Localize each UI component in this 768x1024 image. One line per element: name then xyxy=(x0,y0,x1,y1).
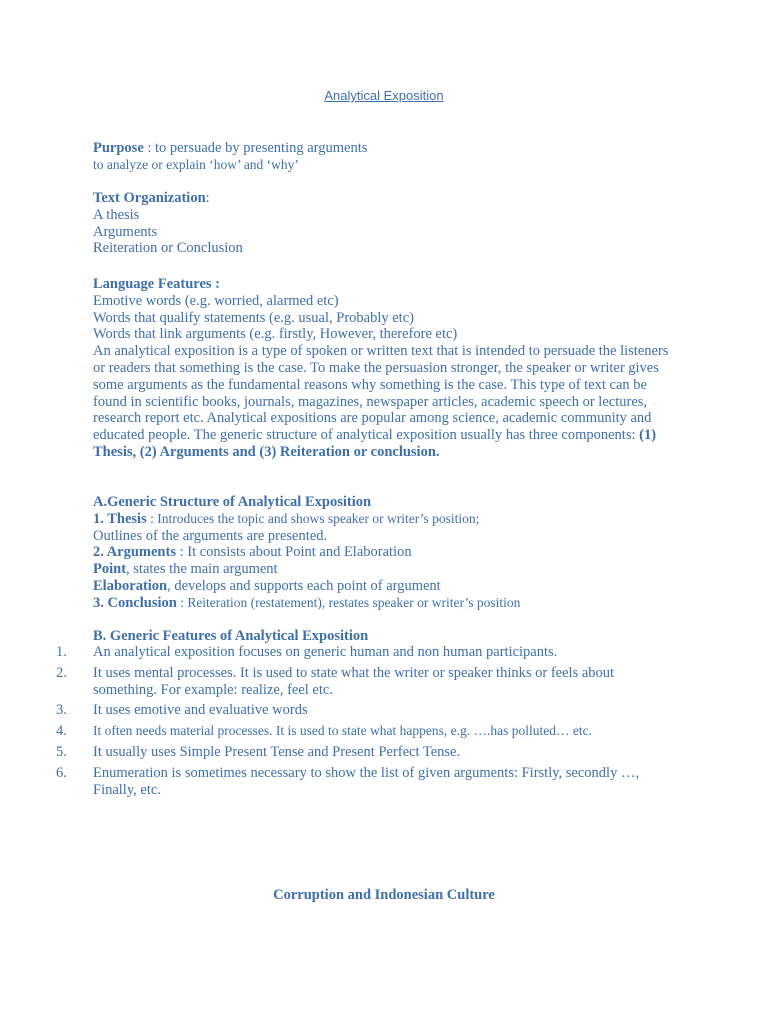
organization-label: Text Organization xyxy=(93,190,206,206)
purpose-section xyxy=(93,140,673,174)
list-item xyxy=(0,744,700,761)
arguments-label: 2. Arguments xyxy=(93,544,176,561)
point-label: Point xyxy=(93,561,127,578)
list-item-number: 1. xyxy=(56,644,67,660)
structure-thesis xyxy=(93,511,673,528)
thesis-label: 1. Thesis xyxy=(93,510,147,527)
list-item-text: It uses mental processes. It is used to state what the writer or speaker thinks or feels about something. For example: realize, feel etc. xyxy=(93,664,615,698)
conclusion-text: : Reiteration (restatement), restates speaker or writer’s position xyxy=(176,594,521,610)
list-item-text: It uses emotive and evaluative words xyxy=(93,702,308,719)
list-item-text: An analytical exposition focuses on generic human and non human participants. xyxy=(93,644,558,660)
paragraph-bold-text: (1) Thesis, (2) Arguments and (3) Reiteration or conclusion. xyxy=(93,427,657,460)
purpose-line xyxy=(93,140,673,157)
organization-heading xyxy=(93,190,673,207)
language-item: Words that qualify statements (e.g. usual, Probably etc) xyxy=(93,309,414,326)
list-item xyxy=(0,765,700,799)
purpose-label: Purpose xyxy=(93,140,144,156)
organization-item: A thesis xyxy=(93,206,140,223)
list-item-number: 2. xyxy=(56,664,67,681)
features-section xyxy=(93,628,673,645)
organization-item: Reiteration or Conclusion xyxy=(93,240,243,257)
features-list xyxy=(0,644,700,802)
arguments-text: : It consists about Point and Elaboration xyxy=(175,544,412,561)
elaboration-text: , develops and supports each point of argument xyxy=(167,577,441,594)
structure-elaboration xyxy=(93,578,673,595)
structure-arguments xyxy=(93,544,673,561)
purpose-line-2: to analyze or explain ‘how’ and ‘why’ xyxy=(93,156,299,172)
organization-item: Arguments xyxy=(93,223,158,240)
language-item: Emotive words (e.g. worried, alarmed etc) xyxy=(93,292,339,309)
next-article-title: Corruption and Indonesian Culture xyxy=(273,887,495,903)
structure-heading: A.Generic Structure of Analytical Exposition xyxy=(93,494,372,510)
list-item xyxy=(0,702,700,719)
point-text: , states the main argument xyxy=(126,561,278,578)
features-heading: B. Generic Features of Analytical Exposition xyxy=(93,628,369,644)
conclusion-label: 3. Conclusion xyxy=(93,594,177,611)
list-item-number: 5. xyxy=(56,743,67,760)
list-item-number: 6. xyxy=(56,764,67,781)
organization-section xyxy=(93,190,673,257)
language-item: Words that link arguments (e.g. firstly, However, therefore etc) xyxy=(93,326,458,343)
purpose-text: : to persuade by presenting arguments xyxy=(143,140,368,156)
organization-colon: : xyxy=(205,190,210,206)
list-item-number: 3. xyxy=(56,702,67,719)
document-title: Analytical Exposition xyxy=(324,88,444,103)
list-item xyxy=(0,665,700,699)
language-paragraph xyxy=(93,343,673,461)
list-item-text: It usually uses Simple Present Tense and Present Perfect Tense. xyxy=(93,743,461,760)
elaboration-label: Elaboration xyxy=(93,577,168,594)
language-heading: Language Features : xyxy=(93,276,221,292)
thesis-text: : Introduces the topic and shows speaker or writer’s position; xyxy=(146,510,480,526)
list-item-text: It often needs material processes. It is used to state what happens, e.g. ….has polluted… etc. xyxy=(93,723,592,739)
list-item-text: Enumeration is sometimes necessary to show the list of given arguments: Firstly, secondly …, Finally, etc. xyxy=(93,764,640,798)
list-item xyxy=(0,644,700,661)
structure-conclusion xyxy=(93,595,673,612)
structure-section xyxy=(93,494,673,612)
thesis-continuation: Outlines of the arguments are presented. xyxy=(93,527,328,544)
list-item xyxy=(0,723,700,740)
list-item-number: 4. xyxy=(56,723,67,740)
language-section xyxy=(93,276,673,461)
structure-point xyxy=(93,561,673,578)
paragraph-text: An analytical exposition is a type of spoken or written text that is intended to persuade the listeners or readers that something is the case. To make the persuasion stronger, the speaker or writer gives some arguments as the fundamental reasons why something is the case. This type of text can be found in scientific books, journals, magazines, newspaper articles, academic speech or lectures, research report etc. Analytical expositions are popular among science, academic community and educated people. The generic structure of analytical exposition usually has three components: xyxy=(93,343,669,444)
